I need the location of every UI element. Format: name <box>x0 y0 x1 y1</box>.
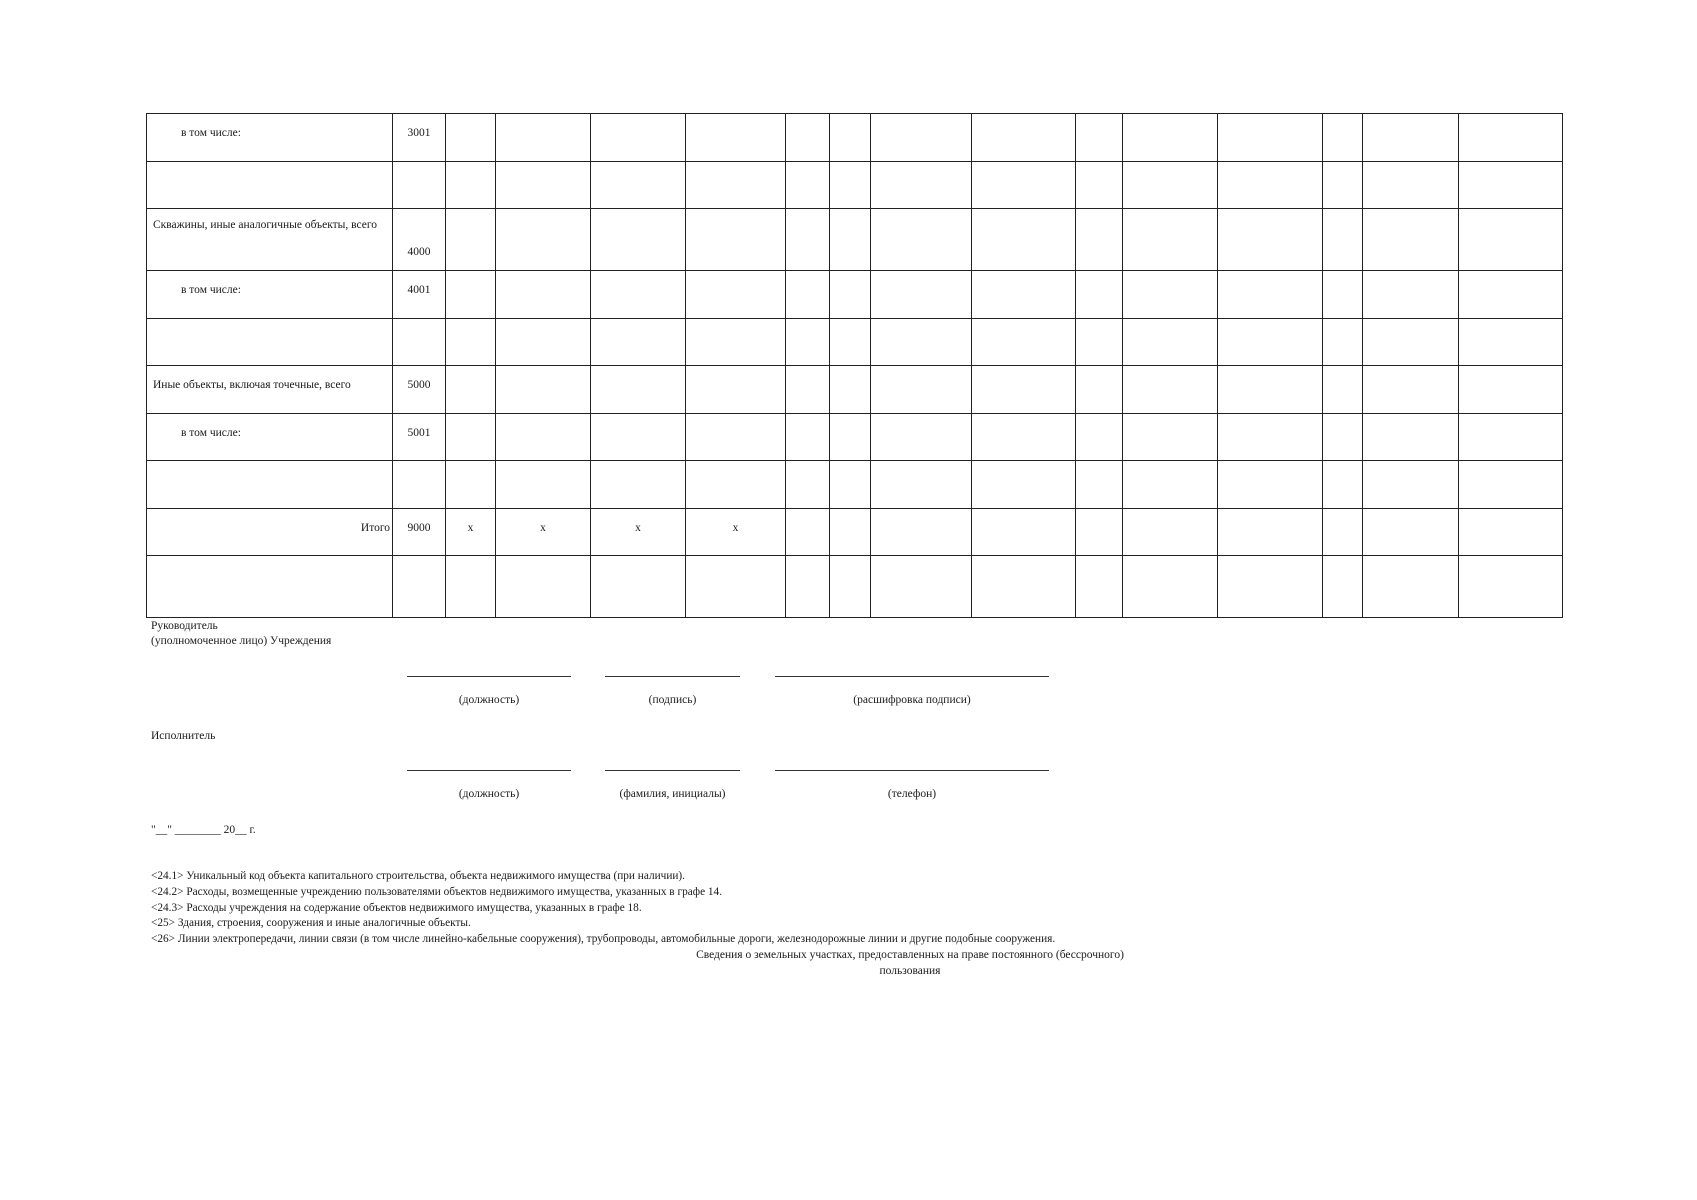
row-name-cell <box>147 366 393 414</box>
data-cell[interactable] <box>1076 366 1123 414</box>
data-cell[interactable] <box>1123 271 1218 319</box>
data-cell[interactable] <box>1363 461 1459 509</box>
row-name-cell <box>147 319 393 366</box>
data-cell[interactable] <box>972 162 1076 209</box>
cell-mark <box>496 461 590 473</box>
head-signature-caption: (подпись) <box>648 694 697 706</box>
data-cell[interactable] <box>972 209 1076 271</box>
row-code-cell <box>393 271 446 319</box>
footnote-26: <26> Линии электропередачи, линии связи (в том числе линейно-кабельные сооружения), трубопроводы, автомобильные дороги, железнодорожные линии и другие подобные сооружения. <box>151 933 1056 946</box>
table-row <box>147 461 1563 509</box>
section-title-line-1: Сведения о земельных участках, предоставленных на праве постоянного (бессрочного) <box>696 949 1124 961</box>
data-cell[interactable] <box>1363 162 1459 209</box>
data-cell[interactable] <box>1076 556 1123 618</box>
data-cell[interactable] <box>786 414 830 461</box>
cell-mark <box>496 162 590 174</box>
data-cell[interactable] <box>1323 209 1363 271</box>
data-cell[interactable] <box>446 162 496 209</box>
cell-mark <box>496 209 590 221</box>
data-cell[interactable] <box>1363 271 1459 319</box>
table-row <box>147 366 1563 414</box>
data-cell[interactable] <box>446 509 496 556</box>
data-cell[interactable] <box>1218 114 1323 162</box>
table-row <box>147 162 1563 209</box>
data-cell[interactable] <box>786 114 830 162</box>
row-code-cell <box>393 114 446 162</box>
cell-mark <box>591 414 685 426</box>
data-cell[interactable] <box>686 162 786 209</box>
data-cell[interactable] <box>591 114 686 162</box>
row-name-cell <box>147 556 393 618</box>
data-cell[interactable] <box>972 271 1076 319</box>
data-cell[interactable] <box>1459 556 1563 618</box>
row-code-cell <box>393 209 446 271</box>
executor-label: Исполнитель <box>151 730 216 742</box>
cell-mark <box>446 556 495 568</box>
row-name <box>153 556 392 568</box>
property-table <box>146 113 1563 618</box>
data-cell[interactable] <box>871 209 972 271</box>
data-cell[interactable] <box>1123 556 1218 618</box>
row-name <box>153 162 392 174</box>
data-cell[interactable] <box>830 319 871 366</box>
cell-mark: x <box>467 522 474 534</box>
data-cell[interactable] <box>1076 319 1123 366</box>
executor-phone-caption: (телефон) <box>887 788 937 800</box>
data-cell[interactable] <box>972 319 1076 366</box>
cell-mark <box>496 319 590 331</box>
data-cell[interactable] <box>686 556 786 618</box>
data-cell[interactable] <box>1218 319 1323 366</box>
data-cell[interactable] <box>591 319 686 366</box>
cell-mark <box>686 209 785 221</box>
cell-mark <box>591 162 685 174</box>
table-body <box>147 114 1563 618</box>
data-cell[interactable] <box>786 162 830 209</box>
data-cell[interactable] <box>1218 556 1323 618</box>
data-cell[interactable] <box>830 271 871 319</box>
data-cell[interactable] <box>1323 414 1363 461</box>
head-position-line[interactable] <box>407 676 571 677</box>
data-cell[interactable] <box>871 461 972 509</box>
data-cell[interactable] <box>871 319 972 366</box>
data-cell[interactable] <box>446 461 496 509</box>
cell-mark <box>686 114 785 126</box>
data-cell[interactable] <box>496 556 591 618</box>
cell-mark <box>496 414 590 426</box>
row-code: 5000 <box>407 379 431 391</box>
row-name-cell <box>147 209 393 271</box>
cell-mark <box>686 319 785 331</box>
cell-mark <box>591 209 685 221</box>
row-name-cell <box>147 114 393 162</box>
row-code: 4001 <box>407 284 431 296</box>
data-cell[interactable] <box>496 209 591 271</box>
cell-mark <box>496 366 590 378</box>
head-label: Руководитель <box>151 620 218 632</box>
data-cell[interactable] <box>830 509 871 556</box>
table-row <box>147 209 1563 271</box>
data-cell[interactable] <box>591 461 686 509</box>
data-cell[interactable] <box>686 366 786 414</box>
data-cell[interactable] <box>496 271 591 319</box>
cell-mark <box>591 271 685 283</box>
data-cell[interactable] <box>972 556 1076 618</box>
data-cell[interactable] <box>1123 509 1218 556</box>
data-cell[interactable] <box>1363 319 1459 366</box>
row-code-cell <box>393 556 446 618</box>
data-cell[interactable] <box>1459 162 1563 209</box>
data-cell[interactable] <box>786 319 830 366</box>
data-cell[interactable] <box>1363 414 1459 461</box>
data-cell[interactable] <box>786 271 830 319</box>
row-name-cell <box>147 461 393 509</box>
data-cell[interactable] <box>686 114 786 162</box>
data-cell[interactable] <box>1323 114 1363 162</box>
data-cell[interactable] <box>871 271 972 319</box>
data-cell[interactable] <box>972 509 1076 556</box>
cell-mark <box>446 162 495 174</box>
row-code <box>393 556 445 568</box>
data-cell[interactable] <box>446 556 496 618</box>
table-row <box>147 414 1563 461</box>
data-cell[interactable] <box>1123 461 1218 509</box>
data-cell[interactable] <box>496 461 591 509</box>
data-cell[interactable] <box>496 114 591 162</box>
data-cell[interactable] <box>446 414 496 461</box>
data-cell[interactable] <box>972 366 1076 414</box>
row-code: 9000 <box>407 522 431 534</box>
executor-position-caption: (должность) <box>458 788 520 800</box>
data-cell[interactable] <box>830 209 871 271</box>
executor-position-line[interactable] <box>407 770 571 771</box>
table-row <box>147 319 1563 366</box>
cell-mark <box>686 162 785 174</box>
data-cell[interactable] <box>1323 319 1363 366</box>
data-cell[interactable] <box>786 461 830 509</box>
data-cell[interactable] <box>591 271 686 319</box>
cell-mark <box>446 414 495 426</box>
row-code-cell <box>393 414 446 461</box>
row-name: Скважины, иные аналогичные объекты, всего <box>153 219 378 231</box>
cell-mark: x <box>732 522 739 534</box>
data-cell[interactable] <box>446 114 496 162</box>
cell-mark <box>591 556 685 568</box>
data-cell[interactable] <box>1123 209 1218 271</box>
data-cell[interactable] <box>1459 414 1563 461</box>
data-cell[interactable] <box>591 509 686 556</box>
footnotes <box>151 869 1055 948</box>
executor-name-caption: (фамилия, инициалы) <box>619 788 726 800</box>
data-cell[interactable] <box>496 509 591 556</box>
data-cell[interactable] <box>1459 461 1563 509</box>
data-cell[interactable] <box>1459 114 1563 162</box>
head-decoding-caption: (расшифровка подписи) <box>853 694 971 706</box>
data-cell[interactable] <box>1218 271 1323 319</box>
footnote-24-3: <24.3> Расходы учреждения на содержание объектов недвижимого имущества, указанных в графе 18. <box>151 901 642 914</box>
row-code-cell <box>393 162 446 209</box>
head-signature-line[interactable] <box>605 676 740 677</box>
row-name-cell <box>147 162 393 209</box>
data-cell[interactable] <box>830 366 871 414</box>
cell-mark <box>496 556 590 568</box>
cell-mark <box>591 114 685 126</box>
section-title-line-2: пользования <box>879 964 941 977</box>
data-cell[interactable] <box>686 209 786 271</box>
data-cell[interactable] <box>1076 461 1123 509</box>
data-cell[interactable] <box>591 414 686 461</box>
data-cell[interactable] <box>1123 319 1218 366</box>
data-cell[interactable] <box>446 319 496 366</box>
data-cell[interactable] <box>1363 114 1459 162</box>
data-cell[interactable] <box>830 162 871 209</box>
table-row <box>147 556 1563 618</box>
data-cell[interactable] <box>786 366 830 414</box>
data-cell[interactable] <box>786 509 830 556</box>
executor-phone-line[interactable] <box>775 770 1049 771</box>
data-cell[interactable] <box>496 414 591 461</box>
data-cell[interactable] <box>496 162 591 209</box>
row-code <box>393 319 445 331</box>
data-cell[interactable] <box>1123 114 1218 162</box>
row-code: 3001 <box>407 127 431 139</box>
row-name: Итого <box>360 522 390 534</box>
data-cell[interactable] <box>830 114 871 162</box>
section-title <box>640 948 1180 980</box>
data-cell[interactable] <box>496 366 591 414</box>
cell-mark <box>686 271 785 283</box>
data-cell[interactable] <box>972 414 1076 461</box>
data-cell[interactable] <box>1123 162 1218 209</box>
footnote-24-1: <24.1> Уникальный код объекта капитального строительства, объекта недвижимого имущества (при наличии). <box>151 870 686 882</box>
data-cell[interactable] <box>1459 319 1563 366</box>
row-code-cell <box>393 509 446 556</box>
cell-mark <box>446 271 495 283</box>
data-cell[interactable] <box>871 556 972 618</box>
data-cell[interactable] <box>686 509 786 556</box>
cell-mark <box>446 461 495 473</box>
data-cell[interactable] <box>591 162 686 209</box>
data-cell[interactable] <box>871 414 972 461</box>
data-cell[interactable] <box>830 556 871 618</box>
data-cell[interactable] <box>1076 271 1123 319</box>
row-name: в том числе: <box>181 127 241 139</box>
row-name <box>153 461 392 473</box>
footnote-25: <25> Здания, строения, сооружения и иные аналогичные объекты. <box>151 917 471 930</box>
data-cell[interactable] <box>871 509 972 556</box>
data-cell[interactable] <box>1323 366 1363 414</box>
data-cell[interactable] <box>496 319 591 366</box>
data-cell[interactable] <box>786 556 830 618</box>
row-name-cell <box>147 509 393 556</box>
data-cell[interactable] <box>1218 162 1323 209</box>
data-cell[interactable] <box>686 319 786 366</box>
data-cell[interactable] <box>1459 509 1563 556</box>
data-cell[interactable] <box>1123 366 1218 414</box>
data-cell[interactable] <box>1323 556 1363 618</box>
cell-mark <box>446 114 495 126</box>
data-cell[interactable] <box>591 556 686 618</box>
row-code <box>393 461 445 473</box>
data-cell[interactable] <box>972 114 1076 162</box>
data-cell[interactable] <box>1218 209 1323 271</box>
data-cell[interactable] <box>786 209 830 271</box>
row-code-cell <box>393 461 446 509</box>
table-row <box>147 271 1563 319</box>
data-cell[interactable] <box>1459 366 1563 414</box>
cell-mark <box>686 366 785 378</box>
data-cell[interactable] <box>1076 114 1123 162</box>
cell-mark <box>686 556 785 568</box>
table-row <box>147 114 1563 162</box>
data-cell[interactable] <box>446 366 496 414</box>
head-position-caption: (должность) <box>458 694 520 706</box>
row-code: 5001 <box>407 427 431 439</box>
data-cell[interactable] <box>1123 414 1218 461</box>
data-cell[interactable] <box>1363 509 1459 556</box>
cell-mark <box>496 114 590 126</box>
data-cell[interactable] <box>1218 509 1323 556</box>
cell-mark <box>686 461 785 473</box>
data-cell[interactable] <box>1323 509 1363 556</box>
cell-mark <box>591 366 685 378</box>
data-cell[interactable] <box>871 114 972 162</box>
data-cell[interactable] <box>830 414 871 461</box>
cell-mark <box>686 414 785 426</box>
executor-name-line[interactable] <box>605 770 740 771</box>
row-code: 4000 <box>407 246 431 258</box>
data-cell[interactable] <box>1363 366 1459 414</box>
data-cell[interactable] <box>1363 556 1459 618</box>
data-cell[interactable] <box>1076 414 1123 461</box>
data-cell[interactable] <box>1323 271 1363 319</box>
cell-mark: x <box>540 522 546 534</box>
data-cell[interactable] <box>686 271 786 319</box>
data-cell[interactable] <box>1076 209 1123 271</box>
data-cell[interactable] <box>972 461 1076 509</box>
data-cell[interactable] <box>1459 271 1563 319</box>
row-name-cell <box>147 271 393 319</box>
head-label-sub: (уполномоченное лицо) Учреждения <box>151 635 332 647</box>
row-name: в том числе: <box>181 427 241 439</box>
cell-mark <box>446 366 495 378</box>
data-cell[interactable] <box>686 461 786 509</box>
row-name-cell <box>147 414 393 461</box>
data-cell[interactable] <box>1323 461 1363 509</box>
cell-mark <box>591 319 685 331</box>
row-code <box>393 162 445 174</box>
footnote-24-2: <24.2> Расходы, возмещенные учреждению пользователями объектов недвижимого имущества, указанных в графе 14. <box>151 885 723 898</box>
data-cell[interactable] <box>830 461 871 509</box>
data-cell[interactable] <box>686 414 786 461</box>
data-cell[interactable] <box>1076 162 1123 209</box>
data-cell[interactable] <box>591 209 686 271</box>
data-cell[interactable] <box>591 366 686 414</box>
cell-mark <box>591 461 685 473</box>
table-row <box>147 509 1563 556</box>
row-name: Иные объекты, включая точечные, всего <box>153 379 351 391</box>
data-cell[interactable] <box>446 271 496 319</box>
data-cell[interactable] <box>871 162 972 209</box>
data-cell[interactable] <box>1218 366 1323 414</box>
data-cell[interactable] <box>446 209 496 271</box>
head-decoding-line[interactable] <box>775 676 1049 677</box>
date-line: "__" ________ 20__ г. <box>151 824 256 836</box>
cell-mark <box>446 209 495 221</box>
data-cell[interactable] <box>1459 209 1563 271</box>
data-cell[interactable] <box>1323 162 1363 209</box>
cell-mark: x <box>635 522 641 534</box>
data-cell[interactable] <box>1076 509 1123 556</box>
data-cell[interactable] <box>871 366 972 414</box>
row-name: в том числе: <box>181 284 241 296</box>
data-cell[interactable] <box>1218 461 1323 509</box>
data-cell[interactable] <box>1363 209 1459 271</box>
cell-mark <box>446 319 495 331</box>
row-name <box>153 319 392 331</box>
data-cell[interactable] <box>1218 414 1323 461</box>
row-code-cell <box>393 366 446 414</box>
row-code-cell <box>393 319 446 366</box>
cell-mark <box>496 271 590 283</box>
